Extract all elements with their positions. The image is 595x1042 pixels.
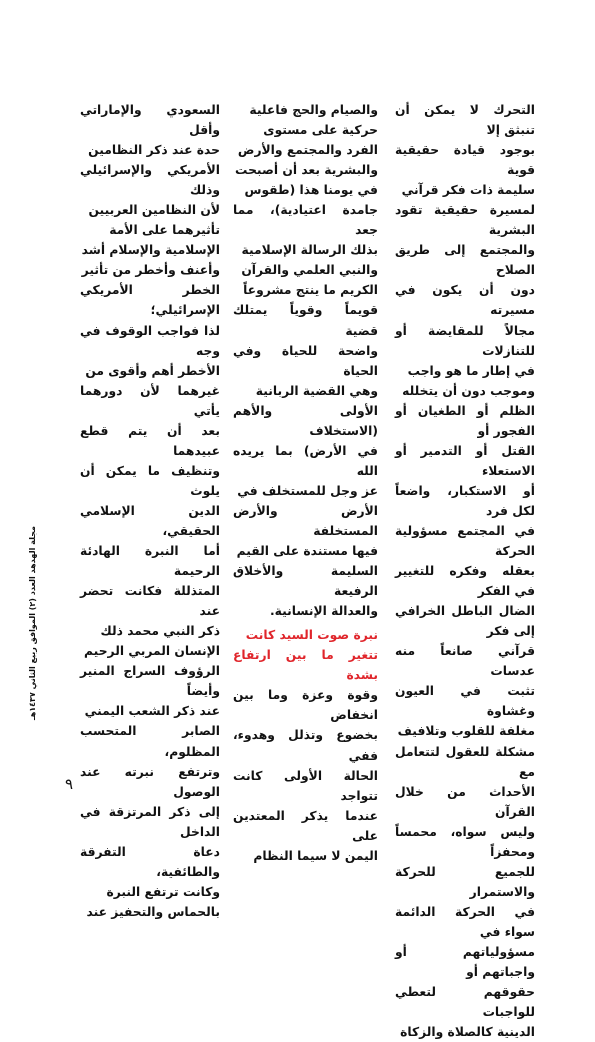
text-line: الأحداث من خلال القرآن: [395, 784, 535, 819]
text-line: وليس سواه، محمساً ومحفزاً: [395, 824, 535, 859]
text-line: إلى ذكر المرتزقة في الداخل: [80, 804, 220, 839]
text-line: الظلم أو الطغيان أو الفجور أو: [395, 403, 535, 438]
text-line: بعد أن يتم قطع عبيدهما: [80, 423, 220, 458]
text-line: الدينية كالصلاة والزكاة: [400, 1025, 535, 1040]
text-line: وترتفع نبرته عند الوصول: [80, 764, 220, 799]
text-line: واضحة للحياة وفي الحياة: [233, 343, 378, 378]
text-line: بذلك الرسالة الإسلامية: [241, 243, 378, 258]
magazine-issue-caption: [28, 526, 38, 720]
text-line: غيرهما لأن دورهما يأتي: [80, 383, 220, 418]
text-line: حدة عند ذكر النظامين: [88, 143, 220, 158]
text-line: الخطر الأمريكي الإسرائيلي؛: [80, 283, 220, 318]
text-line: والبشرية بعد أن أصبحت: [235, 163, 378, 178]
text-line: نبرة صوت السيد كانت: [245, 628, 378, 643]
text-line: الأولى والأهم (الاستخلاف: [233, 403, 378, 438]
article-column-middle: [233, 100, 378, 866]
text-line: الفرد والمجتمع والأرض: [237, 143, 378, 158]
text-line: تتغير ما بين ارتفاع بشدة: [233, 648, 378, 683]
text-line: الضال الباطل الخرافي إلى فكر: [395, 604, 535, 639]
text-line: المتذللة فكانت تحضر عند: [80, 584, 220, 619]
article-column-left: [80, 100, 220, 922]
text-line: وهي القضية الربانية: [255, 383, 378, 398]
text-line: الحالة الأولى كانت تتواجد: [233, 768, 378, 803]
text-line: في يومنا هذا (طقوس: [244, 183, 378, 198]
text-line: التحرك لا يمكن أن تنبثق إلا: [395, 103, 535, 138]
text-line: عند ذكر الشعب اليمني: [84, 704, 220, 719]
text-line: والمجتمع إلى طريق الصلاح: [395, 243, 535, 278]
pull-quote: [233, 625, 378, 685]
text-line: في الأرض) بما يريده الله: [233, 443, 378, 478]
text-line: الدين الإسلامي الحقيقي،: [80, 503, 220, 538]
text-line: للجميع للحركة والاستمرار: [395, 864, 535, 899]
middle-column-text-bottom: [233, 685, 378, 865]
text-line: حركية على مستوى: [263, 123, 378, 138]
text-line: الكريم ما ينتج مشروعاً: [243, 283, 378, 298]
text-line: جامدة اعتيادية)، مما جعد: [233, 203, 378, 238]
text-line: قرآني صانعاً منه عدسات: [395, 644, 535, 679]
text-line: تثبت في العيون وغشاوة: [395, 684, 535, 719]
text-line: وتنظيف ما يمكن أن يلوث: [80, 463, 220, 498]
text-line: عندما يذكر المعتدين على: [233, 808, 378, 843]
text-line: سليمة ذات فكر قرآني: [401, 183, 535, 198]
text-line: بالحماس والتحفيز عند: [86, 904, 220, 919]
text-line: عز وجل للمستخلف في: [237, 483, 378, 498]
text-line: والعدالة الإنسانية.: [270, 604, 378, 619]
text-line: مجالاً للمقايضة أو للتنازلات: [395, 323, 535, 358]
text-line: أو الاستكبار، واضعاً لكل فرد: [395, 483, 535, 518]
text-line: السليمة والأخلاق الرفيعة: [233, 564, 378, 599]
text-line: لمسيرة حقيقية تقود البشرية: [395, 203, 535, 238]
text-line: وكانت ترتفع النبرة: [106, 884, 220, 899]
text-line: بوجود قيادة حقيقية قوية: [395, 143, 535, 178]
text-line: تأثيرهما على الأمة: [109, 223, 220, 238]
text-line: الأخطر أهم وأقوى من: [85, 363, 220, 378]
text-line: لأن النظامين العربيين: [88, 203, 220, 218]
text-line: اليمن لا سيما النظام: [253, 848, 378, 863]
page-number: ٩: [65, 775, 74, 793]
text-line: الأرض والأرض المستخلفة: [233, 503, 378, 538]
text-line: وأعنف وأخطر من تأثير: [81, 263, 220, 278]
text-line: السعودي والإماراتي وأقل: [80, 103, 220, 138]
text-line: دعاة التفرقة والطائفية،: [80, 844, 220, 879]
text-line: مسؤولياتهم أو واجباتهم أو: [395, 944, 535, 980]
text-line: القتل أو التدمير أو الاستعلاء: [395, 443, 535, 478]
text-line: قويماً وقوياً يمتلك قضية: [233, 303, 378, 338]
text-line: فيها مستندة على القيم: [236, 544, 378, 559]
text-line: وموجب دون أن يتخلله: [402, 383, 535, 398]
text-line: بخضوع وتذلل وهدوء، ففي: [233, 728, 378, 763]
text-line: في إطار ما هو واجب: [407, 363, 535, 378]
text-line: لذا فواجب الوقوف في وجه: [80, 323, 220, 358]
text-line: الأمريكي والإسرائيلي وذلك: [80, 163, 220, 198]
issue-caption-text: مجلة الهدهد العدد (٢) الموافق ربيع الثاني ١٤٣٧هـ: [28, 526, 37, 720]
text-line: الرؤوف السراج المنير وأيضاً: [80, 664, 220, 699]
text-line: وقوة وعزة وما بين انخفاض: [233, 688, 378, 723]
text-line: والصيام والحج فاعلية: [249, 103, 378, 117]
text-line: مشكلة للعقول لتتعامل مع: [395, 744, 535, 779]
article-column-right: [395, 100, 535, 1042]
text-line: أما النبرة الهادئة الرحيمة: [80, 544, 220, 579]
middle-column-text-top: [233, 100, 378, 621]
text-line: بعقله وفكره للتغيير في الفكر: [395, 564, 535, 599]
text-line: والنبي العلمي والقرآن: [241, 263, 378, 278]
text-line: الصابر المتحسب المظلوم،: [80, 724, 220, 759]
text-line: مغلفة للقلوب وتلافيف: [397, 724, 535, 739]
text-line: ذكر النبي محمد ذلك: [100, 624, 220, 639]
text-line: دون أن يكون في مسيرته: [395, 283, 535, 318]
text-line: في الحركة الدائمة سواء في: [395, 904, 535, 939]
text-line: في المجتمع مسؤولية الحركة: [395, 523, 535, 559]
text-line: الإنسان المربي الرحيم: [84, 644, 220, 659]
text-line: حقوقهم لتعطي للواجبات: [395, 985, 535, 1020]
text-line: الإسلامية والإسلام أشد: [81, 243, 220, 258]
